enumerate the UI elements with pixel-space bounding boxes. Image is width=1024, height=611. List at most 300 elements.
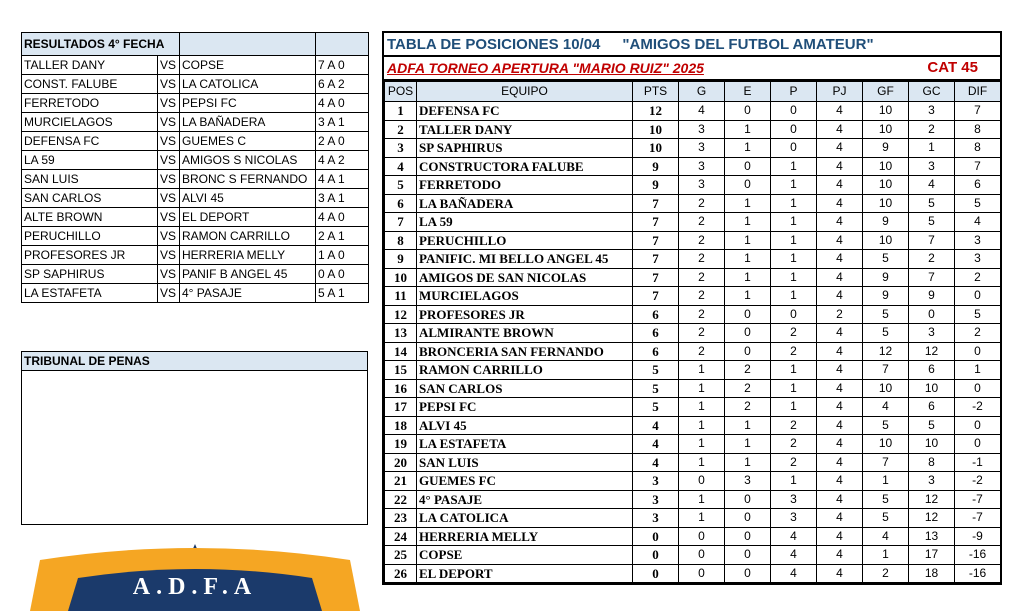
result-score: 4 A 2 [316, 151, 369, 170]
standings-row [385, 120, 1001, 139]
p-cell: 0 [771, 305, 817, 324]
gf-cell: 7 [863, 361, 909, 380]
pos-cell: 17 [385, 398, 417, 417]
result-away-team: COPSE [180, 56, 316, 75]
p-cell: 1 [771, 361, 817, 380]
g-cell: 3 [679, 120, 725, 139]
e-cell: 0 [725, 564, 771, 583]
gc-cell: 10 [909, 379, 955, 398]
gf-cell: 10 [863, 379, 909, 398]
p-cell: 1 [771, 176, 817, 195]
pj-cell: 4 [817, 509, 863, 528]
pos-cell: 12 [385, 305, 417, 324]
dif-cell: 0 [955, 416, 1001, 435]
result-home-team: FERRETODO [22, 94, 158, 113]
team-cell: LA 59 [417, 213, 633, 232]
p-cell: 1 [771, 213, 817, 232]
result-row [22, 56, 369, 75]
gf-cell: 7 [863, 453, 909, 472]
g-cell: 1 [679, 435, 725, 454]
result-score: 4 A 0 [316, 94, 369, 113]
result-vs: VS [158, 227, 180, 246]
g-cell: 3 [679, 176, 725, 195]
p-cell: 0 [771, 120, 817, 139]
standings-row [385, 102, 1001, 121]
p-cell: 4 [771, 527, 817, 546]
pos-cell: 23 [385, 509, 417, 528]
pts-cell: 3 [633, 490, 679, 509]
g-cell: 1 [679, 509, 725, 528]
p-cell: 1 [771, 231, 817, 250]
p-cell: 2 [771, 324, 817, 343]
standings-row [385, 564, 1001, 583]
g-cell: 3 [679, 139, 725, 158]
pj-cell: 4 [817, 546, 863, 565]
p-cell: 2 [771, 342, 817, 361]
result-vs: VS [158, 56, 180, 75]
team-cell: LA CATOLICA [417, 509, 633, 528]
standings-header-cell: EQUIPO [417, 82, 633, 102]
gf-cell: 10 [863, 176, 909, 195]
pos-cell: 20 [385, 453, 417, 472]
gf-cell: 9 [863, 213, 909, 232]
gc-cell: 10 [909, 435, 955, 454]
result-score: 4 A 1 [316, 170, 369, 189]
e-cell: 0 [725, 324, 771, 343]
result-vs: VS [158, 151, 180, 170]
e-cell: 0 [725, 490, 771, 509]
e-cell: 1 [725, 213, 771, 232]
standings-header-cell: PJ [817, 82, 863, 102]
g-cell: 1 [679, 416, 725, 435]
dif-cell: 8 [955, 120, 1001, 139]
g-cell: 2 [679, 268, 725, 287]
result-vs: VS [158, 284, 180, 303]
gc-cell: 1 [909, 139, 955, 158]
result-home-team: PROFESORES JR [22, 246, 158, 265]
pts-cell: 7 [633, 213, 679, 232]
gf-cell: 5 [863, 305, 909, 324]
standings-row [385, 546, 1001, 565]
team-cell: MURCIELAGOS [417, 287, 633, 306]
pts-cell: 9 [633, 176, 679, 195]
dif-cell: 2 [955, 324, 1001, 343]
gf-cell: 10 [863, 194, 909, 213]
adfa-logo [20, 538, 370, 611]
dif-cell: -7 [955, 490, 1001, 509]
pts-cell: 5 [633, 398, 679, 417]
pts-cell: 10 [633, 120, 679, 139]
standings-row [385, 250, 1001, 269]
pj-cell: 4 [817, 398, 863, 417]
gc-cell: 7 [909, 268, 955, 287]
result-away-team: AMIGOS S NICOLAS [180, 151, 316, 170]
p-cell: 4 [771, 564, 817, 583]
result-row [22, 189, 369, 208]
dif-cell: 2 [955, 268, 1001, 287]
gc-cell: 3 [909, 157, 955, 176]
g-cell: 1 [679, 379, 725, 398]
gf-cell: 10 [863, 231, 909, 250]
p-cell: 1 [771, 157, 817, 176]
result-home-team: SAN CARLOS [22, 189, 158, 208]
pos-cell: 16 [385, 379, 417, 398]
dif-cell: 5 [955, 194, 1001, 213]
e-cell: 0 [725, 342, 771, 361]
pos-cell: 10 [385, 268, 417, 287]
standings-row [385, 213, 1001, 232]
team-cell: TALLER DANY [417, 120, 633, 139]
pos-cell: 14 [385, 342, 417, 361]
gc-cell: 7 [909, 231, 955, 250]
dif-cell: -16 [955, 546, 1001, 565]
pj-cell: 4 [817, 490, 863, 509]
results-title: RESULTADOS 4° FECHA [22, 33, 180, 56]
g-cell: 2 [679, 231, 725, 250]
dif-cell: -16 [955, 564, 1001, 583]
pts-cell: 7 [633, 250, 679, 269]
pts-cell: 10 [633, 139, 679, 158]
p-cell: 3 [771, 509, 817, 528]
g-cell: 2 [679, 324, 725, 343]
result-score: 5 A 1 [316, 284, 369, 303]
gc-cell: 12 [909, 490, 955, 509]
dif-cell: -2 [955, 398, 1001, 417]
team-cell: SAN LUIS [417, 453, 633, 472]
dif-cell: 0 [955, 379, 1001, 398]
result-home-team: DEFENSA FC [22, 132, 158, 151]
pts-cell: 4 [633, 435, 679, 454]
gc-cell: 18 [909, 564, 955, 583]
pj-cell: 4 [817, 472, 863, 491]
g-cell: 2 [679, 287, 725, 306]
result-score: 2 A 0 [316, 132, 369, 151]
e-cell: 0 [725, 305, 771, 324]
pts-cell: 7 [633, 268, 679, 287]
standings-row [385, 361, 1001, 380]
pj-cell: 4 [817, 250, 863, 269]
e-cell: 0 [725, 157, 771, 176]
gc-cell: 3 [909, 324, 955, 343]
pj-cell: 4 [817, 194, 863, 213]
gc-cell: 12 [909, 509, 955, 528]
result-away-team: EL DEPORT [180, 208, 316, 227]
gc-cell: 3 [909, 472, 955, 491]
result-vs: VS [158, 170, 180, 189]
pts-cell: 5 [633, 361, 679, 380]
team-cell: RAMON CARRILLO [417, 361, 633, 380]
p-cell: 2 [771, 435, 817, 454]
result-row [22, 75, 369, 94]
p-cell: 1 [771, 472, 817, 491]
g-cell: 1 [679, 453, 725, 472]
result-away-team: LA BAÑADERA [180, 113, 316, 132]
standings-title-right: "AMIGOS DEL FUTBOL AMATEUR" [622, 35, 874, 53]
e-cell: 2 [725, 361, 771, 380]
g-cell: 1 [679, 398, 725, 417]
pj-cell: 4 [817, 120, 863, 139]
pts-cell: 0 [633, 546, 679, 565]
g-cell: 2 [679, 342, 725, 361]
result-row [22, 265, 369, 284]
logo-text: A.D.F.A [132, 574, 258, 600]
gf-cell: 2 [863, 564, 909, 583]
pos-cell: 9 [385, 250, 417, 269]
pj-cell: 4 [817, 564, 863, 583]
e-cell: 1 [725, 231, 771, 250]
e-cell: 0 [725, 176, 771, 195]
result-away-team: PANIF B ANGEL 45 [180, 265, 316, 284]
e-cell: 2 [725, 379, 771, 398]
gf-cell: 4 [863, 527, 909, 546]
pts-cell: 9 [633, 157, 679, 176]
standings-row [385, 509, 1001, 528]
standings-row [385, 527, 1001, 546]
pts-cell: 0 [633, 527, 679, 546]
result-row [22, 208, 369, 227]
dif-cell: 0 [955, 342, 1001, 361]
p-cell: 1 [771, 194, 817, 213]
pj-cell: 4 [817, 324, 863, 343]
p-cell: 2 [771, 453, 817, 472]
gc-cell: 6 [909, 398, 955, 417]
tribunal-panel [21, 351, 368, 525]
results-table [21, 32, 369, 303]
category-label: CAT 45 [927, 59, 978, 76]
standings-panel [382, 31, 1002, 585]
tribunal-title: TRIBUNAL DE PENAS [22, 352, 367, 371]
e-cell: 1 [725, 139, 771, 158]
result-score: 0 A 0 [316, 265, 369, 284]
result-vs: VS [158, 75, 180, 94]
p-cell: 1 [771, 250, 817, 269]
pos-cell: 7 [385, 213, 417, 232]
dif-cell: 3 [955, 231, 1001, 250]
pj-cell: 2 [817, 305, 863, 324]
p-cell: 4 [771, 546, 817, 565]
result-score: 2 A 1 [316, 227, 369, 246]
e-cell: 0 [725, 546, 771, 565]
result-home-team: SP SAPHIRUS [22, 265, 158, 284]
p-cell: 1 [771, 379, 817, 398]
result-vs: VS [158, 265, 180, 284]
pos-cell: 19 [385, 435, 417, 454]
gc-cell: 4 [909, 176, 955, 195]
team-cell: EL DEPORT [417, 564, 633, 583]
standings-header-cell: E [725, 82, 771, 102]
standings-row [385, 342, 1001, 361]
pos-cell: 11 [385, 287, 417, 306]
pts-cell: 12 [633, 102, 679, 121]
e-cell: 1 [725, 120, 771, 139]
result-score: 7 A 0 [316, 56, 369, 75]
pj-cell: 4 [817, 416, 863, 435]
dif-cell: -9 [955, 527, 1001, 546]
team-cell: LA BAÑADERA [417, 194, 633, 213]
result-score: 6 A 2 [316, 75, 369, 94]
result-away-team: BRONC S FERNANDO [180, 170, 316, 189]
e-cell: 0 [725, 509, 771, 528]
pos-cell: 2 [385, 120, 417, 139]
gf-cell: 5 [863, 250, 909, 269]
standings-row [385, 176, 1001, 195]
result-away-team: HERRERIA MELLY [180, 246, 316, 265]
pj-cell: 4 [817, 102, 863, 121]
gf-cell: 10 [863, 435, 909, 454]
pos-cell: 4 [385, 157, 417, 176]
standings-title-left: TABLA DE POSICIONES 10/04 [387, 35, 601, 53]
team-cell: SP SAPHIRUS [417, 139, 633, 158]
result-row [22, 94, 369, 113]
e-cell: 0 [725, 102, 771, 121]
dif-cell: -7 [955, 509, 1001, 528]
e-cell: 2 [725, 398, 771, 417]
result-vs: VS [158, 246, 180, 265]
gc-cell: 17 [909, 546, 955, 565]
pos-cell: 21 [385, 472, 417, 491]
standings-header-cell: GC [909, 82, 955, 102]
team-cell: 4° PASAJE [417, 490, 633, 509]
standings-row [385, 157, 1001, 176]
p-cell: 3 [771, 490, 817, 509]
g-cell: 0 [679, 472, 725, 491]
standings-header-cell: P [771, 82, 817, 102]
result-row [22, 132, 369, 151]
gc-cell: 2 [909, 250, 955, 269]
standings-row [385, 139, 1001, 158]
standings-header-cell: DIF [955, 82, 1001, 102]
pj-cell: 4 [817, 268, 863, 287]
team-cell: PANIFIC. MI BELLO ANGEL 45 [417, 250, 633, 269]
result-vs: VS [158, 208, 180, 227]
standings-header-cell: GF [863, 82, 909, 102]
standings-row [385, 490, 1001, 509]
gc-cell: 2 [909, 120, 955, 139]
pts-cell: 4 [633, 453, 679, 472]
gf-cell: 12 [863, 342, 909, 361]
pts-cell: 4 [633, 416, 679, 435]
dif-cell: 4 [955, 213, 1001, 232]
e-cell: 1 [725, 268, 771, 287]
pos-cell: 6 [385, 194, 417, 213]
dif-cell: 5 [955, 305, 1001, 324]
standings-header-cell: POS [385, 82, 417, 102]
gc-cell: 6 [909, 361, 955, 380]
team-cell: BRONCERIA SAN FERNANDO [417, 342, 633, 361]
pos-cell: 3 [385, 139, 417, 158]
result-home-team: PERUCHILLO [22, 227, 158, 246]
e-cell: 0 [725, 527, 771, 546]
team-cell: PEPSI FC [417, 398, 633, 417]
result-row [22, 284, 369, 303]
pos-cell: 26 [385, 564, 417, 583]
team-cell: PERUCHILLO [417, 231, 633, 250]
pos-cell: 18 [385, 416, 417, 435]
g-cell: 2 [679, 250, 725, 269]
e-cell: 1 [725, 453, 771, 472]
team-cell: LA ESTAFETA [417, 435, 633, 454]
pos-cell: 1 [385, 102, 417, 121]
pts-cell: 6 [633, 324, 679, 343]
dif-cell: 1 [955, 361, 1001, 380]
result-score: 3 A 1 [316, 189, 369, 208]
standings-row [385, 379, 1001, 398]
result-away-team: PEPSI FC [180, 94, 316, 113]
standings-table [384, 81, 1001, 583]
pj-cell: 4 [817, 231, 863, 250]
team-cell: CONSTRUCTORA FALUBE [417, 157, 633, 176]
result-home-team: LA ESTAFETA [22, 284, 158, 303]
e-cell: 1 [725, 250, 771, 269]
result-row [22, 113, 369, 132]
pj-cell: 4 [817, 379, 863, 398]
gf-cell: 9 [863, 268, 909, 287]
team-cell: AMIGOS DE SAN NICOLAS [417, 268, 633, 287]
gf-cell: 9 [863, 139, 909, 158]
result-away-team: 4° PASAJE [180, 284, 316, 303]
result-away-team: GUEMES C [180, 132, 316, 151]
standings-row [385, 324, 1001, 343]
results-header-cell [316, 33, 369, 56]
standings-header-row [385, 82, 1001, 102]
p-cell: 0 [771, 102, 817, 121]
team-cell: DEFENSA FC [417, 102, 633, 121]
dif-cell: -1 [955, 453, 1001, 472]
gf-cell: 5 [863, 509, 909, 528]
dif-cell: 8 [955, 139, 1001, 158]
pos-cell: 15 [385, 361, 417, 380]
pos-cell: 24 [385, 527, 417, 546]
result-row [22, 151, 369, 170]
pts-cell: 6 [633, 342, 679, 361]
pj-cell: 4 [817, 453, 863, 472]
gf-cell: 4 [863, 398, 909, 417]
result-away-team: ALVI 45 [180, 189, 316, 208]
results-header-row [22, 33, 369, 56]
dif-cell: 0 [955, 287, 1001, 306]
result-score: 1 A 0 [316, 246, 369, 265]
result-home-team: TALLER DANY [22, 56, 158, 75]
gf-cell: 5 [863, 416, 909, 435]
results-header-cell [180, 33, 316, 56]
result-vs: VS [158, 189, 180, 208]
standings-row [385, 398, 1001, 417]
g-cell: 2 [679, 213, 725, 232]
gc-cell: 9 [909, 287, 955, 306]
pj-cell: 4 [817, 527, 863, 546]
result-away-team: LA CATOLICA [180, 75, 316, 94]
p-cell: 1 [771, 398, 817, 417]
pj-cell: 4 [817, 287, 863, 306]
standings-row [385, 305, 1001, 324]
standings-row [385, 231, 1001, 250]
p-cell: 2 [771, 416, 817, 435]
g-cell: 0 [679, 527, 725, 546]
standings-row [385, 453, 1001, 472]
standings-row [385, 435, 1001, 454]
gf-cell: 10 [863, 120, 909, 139]
standings-subtitle [384, 57, 1000, 81]
dif-cell: 3 [955, 250, 1001, 269]
pj-cell: 4 [817, 176, 863, 195]
pj-cell: 4 [817, 139, 863, 158]
g-cell: 1 [679, 490, 725, 509]
pos-cell: 25 [385, 546, 417, 565]
p-cell: 1 [771, 287, 817, 306]
result-score: 4 A 0 [316, 208, 369, 227]
g-cell: 0 [679, 546, 725, 565]
gf-cell: 5 [863, 490, 909, 509]
